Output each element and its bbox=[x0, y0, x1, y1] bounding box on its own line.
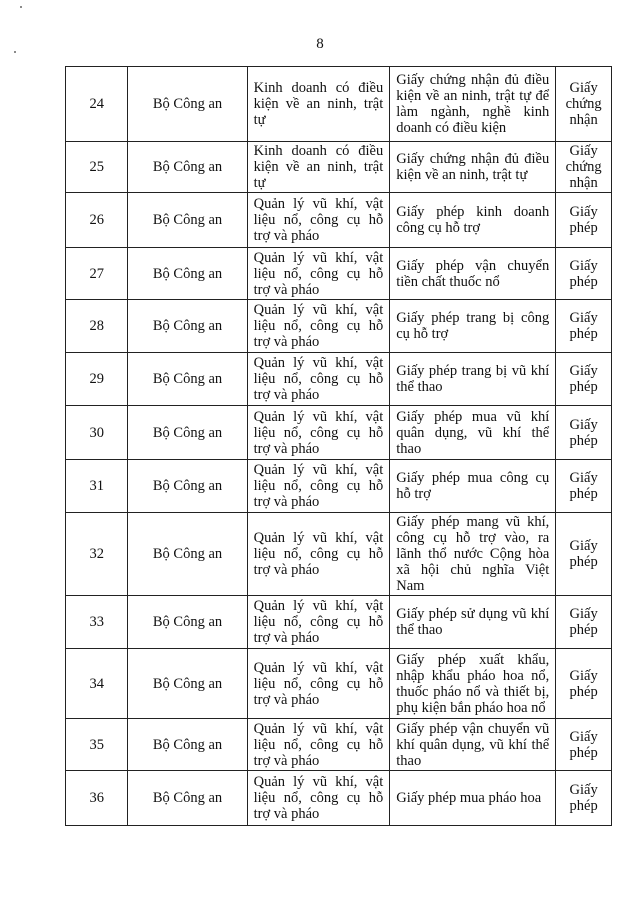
field-cell: Quản lý vũ khí, vật liệu nổ, công cụ hỗ trợ và pháo bbox=[247, 353, 390, 406]
row-number: 35 bbox=[66, 719, 128, 771]
agency-cell: Bộ Công an bbox=[128, 300, 247, 353]
scan-speck bbox=[20, 6, 22, 8]
agency-cell: Bộ Công an bbox=[128, 513, 247, 596]
license-name-cell: Giấy phép trang bị công cụ hỗ trợ bbox=[390, 300, 556, 353]
row-number: 32 bbox=[66, 513, 128, 596]
license-table bbox=[65, 66, 612, 826]
license-name-cell: Giấy chứng nhận đủ điều kiện về an ninh, trật tự bbox=[390, 142, 556, 193]
agency-cell: Bộ Công an bbox=[128, 142, 247, 193]
table-row bbox=[66, 67, 612, 142]
agency-cell: Bộ Công an bbox=[128, 406, 247, 460]
field-cell: Quản lý vũ khí, vật liệu nổ, công cụ hỗ trợ và pháo bbox=[247, 406, 390, 460]
row-number: 31 bbox=[66, 460, 128, 513]
license-name-cell: Giấy phép kinh doanh công cụ hỗ trợ bbox=[390, 193, 556, 248]
table-row bbox=[66, 353, 612, 406]
agency-cell: Bộ Công an bbox=[128, 353, 247, 406]
row-number: 25 bbox=[66, 142, 128, 193]
license-type-cell: Giấy phép bbox=[556, 460, 612, 513]
license-type-cell: Giấy phép bbox=[556, 353, 612, 406]
row-number: 27 bbox=[66, 248, 128, 300]
row-number: 36 bbox=[66, 771, 128, 826]
page-number: 8 bbox=[316, 36, 324, 52]
license-name-cell: Giấy phép mua pháo hoa bbox=[390, 771, 556, 826]
license-type-cell: Giấy phép bbox=[556, 596, 612, 649]
table-row bbox=[66, 649, 612, 719]
field-cell: Quản lý vũ khí, vật liệu nổ, công cụ hỗ trợ và pháo bbox=[247, 596, 390, 649]
agency-cell: Bộ Công an bbox=[128, 596, 247, 649]
license-name-cell: Giấy phép mang vũ khí, công cụ hỗ trợ vào, ra lãnh thổ nước Cộng hòa xã hội chủ nghĩa Việt Nam bbox=[390, 513, 556, 596]
table-row bbox=[66, 460, 612, 513]
license-type-cell: Giấy phép bbox=[556, 719, 612, 771]
table-row bbox=[66, 513, 612, 596]
field-cell: Quản lý vũ khí, vật liệu nổ, công cụ hỗ trợ và pháo bbox=[247, 719, 390, 771]
agency-cell: Bộ Công an bbox=[128, 719, 247, 771]
license-name-cell: Giấy phép xuất khẩu, nhập khẩu pháo hoa nổ, thuốc pháo nổ và thiết bị, phụ kiện bắn pháo hoa nổ bbox=[390, 649, 556, 719]
table-row bbox=[66, 406, 612, 460]
row-number: 30 bbox=[66, 406, 128, 460]
row-number: 29 bbox=[66, 353, 128, 406]
license-name-cell: Giấy chứng nhận đủ điều kiện về an ninh, trật tự để làm ngành, nghề kinh doanh có điều kiện bbox=[390, 67, 556, 142]
row-number: 34 bbox=[66, 649, 128, 719]
row-number: 33 bbox=[66, 596, 128, 649]
field-cell: Kinh doanh có điều kiện về an ninh, trật tự bbox=[247, 142, 390, 193]
agency-cell: Bộ Công an bbox=[128, 460, 247, 513]
field-cell: Kinh doanh có điều kiện về an ninh, trật tự bbox=[247, 67, 390, 142]
agency-cell: Bộ Công an bbox=[128, 67, 247, 142]
license-type-cell: Giấy phép bbox=[556, 513, 612, 596]
table-row bbox=[66, 596, 612, 649]
row-number: 26 bbox=[66, 193, 128, 248]
table-row bbox=[66, 248, 612, 300]
license-name-cell: Giấy phép mua vũ khí quân dụng, vũ khí thể thao bbox=[390, 406, 556, 460]
agency-cell: Bộ Công an bbox=[128, 248, 247, 300]
table-row bbox=[66, 719, 612, 771]
field-cell: Quản lý vũ khí, vật liệu nổ, công cụ hỗ trợ và pháo bbox=[247, 771, 390, 826]
license-type-cell: Giấy chứng nhận bbox=[556, 67, 612, 142]
row-number: 24 bbox=[66, 67, 128, 142]
license-type-cell: Giấy phép bbox=[556, 300, 612, 353]
field-cell: Quản lý vũ khí, vật liệu nổ, công cụ hỗ trợ và pháo bbox=[247, 649, 390, 719]
license-name-cell: Giấy phép trang bị vũ khí thể thao bbox=[390, 353, 556, 406]
license-type-cell: Giấy chứng nhận bbox=[556, 142, 612, 193]
license-type-cell: Giấy phép bbox=[556, 193, 612, 248]
license-name-cell: Giấy phép mua công cụ hỗ trợ bbox=[390, 460, 556, 513]
license-type-cell: Giấy phép bbox=[556, 248, 612, 300]
license-name-cell: Giấy phép vận chuyển vũ khí quân dụng, vũ khí thể thao bbox=[390, 719, 556, 771]
license-name-cell: Giấy phép vận chuyển tiền chất thuốc nổ bbox=[390, 248, 556, 300]
field-cell: Quản lý vũ khí, vật liệu nổ, công cụ hỗ trợ và pháo bbox=[247, 460, 390, 513]
agency-cell: Bộ Công an bbox=[128, 649, 247, 719]
table-row bbox=[66, 142, 612, 193]
table-row bbox=[66, 300, 612, 353]
field-cell: Quản lý vũ khí, vật liệu nổ, công cụ hỗ trợ và pháo bbox=[247, 513, 390, 596]
license-type-cell: Giấy phép bbox=[556, 771, 612, 826]
license-name-cell: Giấy phép sử dụng vũ khí thể thao bbox=[390, 596, 556, 649]
agency-cell: Bộ Công an bbox=[128, 193, 247, 248]
table-row bbox=[66, 771, 612, 826]
license-type-cell: Giấy phép bbox=[556, 649, 612, 719]
field-cell: Quản lý vũ khí, vật liệu nổ, công cụ hỗ trợ và pháo bbox=[247, 193, 390, 248]
field-cell: Quản lý vũ khí, vật liệu nổ, công cụ hỗ trợ và pháo bbox=[247, 300, 390, 353]
license-type-cell: Giấy phép bbox=[556, 406, 612, 460]
field-cell: Quản lý vũ khí, vật liệu nổ, công cụ hỗ trợ và pháo bbox=[247, 248, 390, 300]
table-row bbox=[66, 193, 612, 248]
row-number: 28 bbox=[66, 300, 128, 353]
agency-cell: Bộ Công an bbox=[128, 771, 247, 826]
